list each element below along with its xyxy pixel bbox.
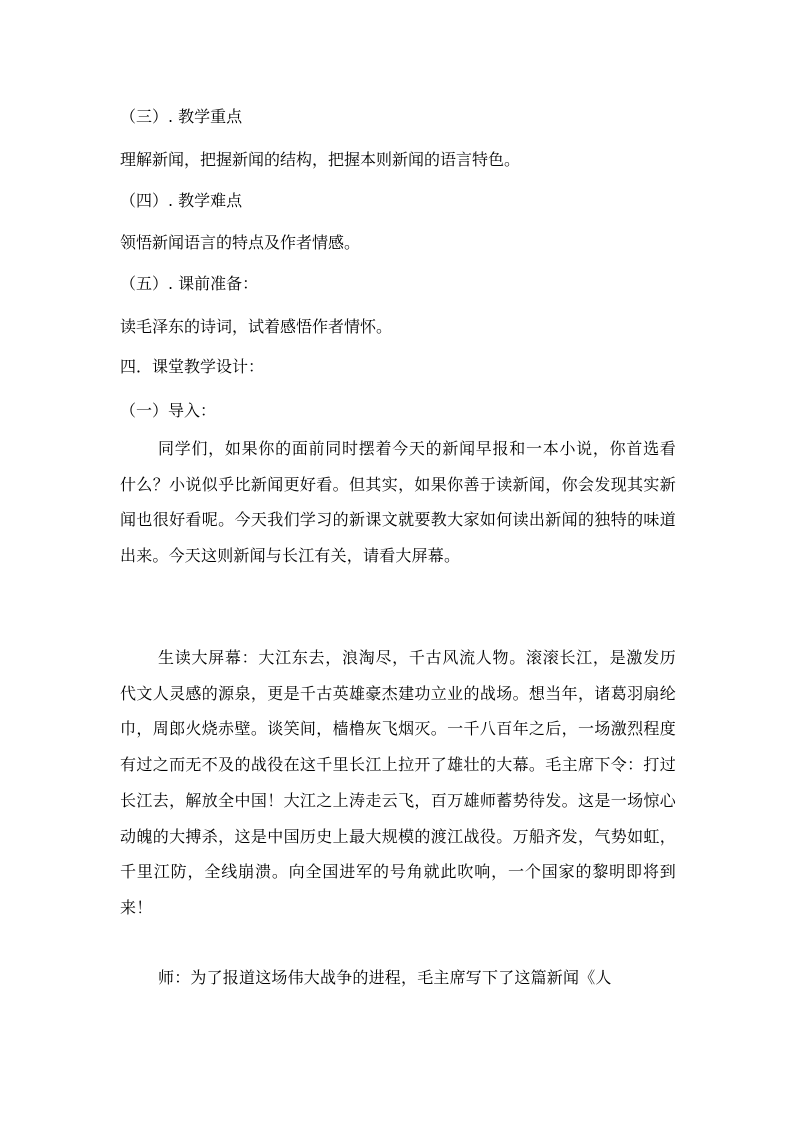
teacher-paragraph: 师：为了报道这场伟大战争的进程，毛主席写下了这篇新闻《人 — [158, 968, 612, 987]
heading-intro: （一）导入： — [120, 401, 217, 420]
preparation-text: 读毛泽东的诗词，试着感悟作者情怀。 — [120, 317, 393, 336]
heading-difficulties: （四）. 教学难点 — [120, 191, 243, 210]
intro-paragraph: 同学们，如果你的面前同时摆着今天的新闻早报和一本小说，你首选看什么？小说似乎比新闻更好看。但其实，如果你善于读新闻，你会发现其实新闻也很好看呢。今天我们学习的新课文就要教大家如何读出新闻的独特的味道出来。今天这则新闻与长江有关，请看大屏幕。 — [120, 439, 676, 566]
heading-design: 四．课堂教学设计： — [120, 357, 265, 376]
key-points-text: 理解新闻，把握新闻的结构，把握本则新闻的语言特色。 — [120, 150, 521, 169]
heading-key-points: （三）. 教学重点 — [120, 107, 243, 126]
heading-preparation: （五）. 课前准备： — [120, 274, 259, 293]
student-reading-paragraph: 生读大屏幕：大江东去，浪淘尽，千古风流人物。滚滚长江，是激发历代文人灵感的源泉，更是千古英雄豪杰建功立业的战场。想当年，诸葛羽扇纶巾，周郎火烧赤壁。谈笑间，樯橹灰飞烟灭。一千八百年之后，一场激烈程度有过之而无不及的战役在这千里长江上拉开了雄壮的大幕。毛主席下令：打过长江去，解放全中国！大江之上涛走云飞，百万雄师蓄势待发。这是一场惊心动魄的大搏杀，这是中国历史上最大规模的渡江战役。万船齐发，气势如虹，千里江防，全线崩溃。向全国进军的号角就此吹响，一个国家的黎明即将到来！ — [120, 648, 676, 917]
difficulties-text: 领悟新闻语言的特点及作者情感。 — [120, 233, 361, 252]
